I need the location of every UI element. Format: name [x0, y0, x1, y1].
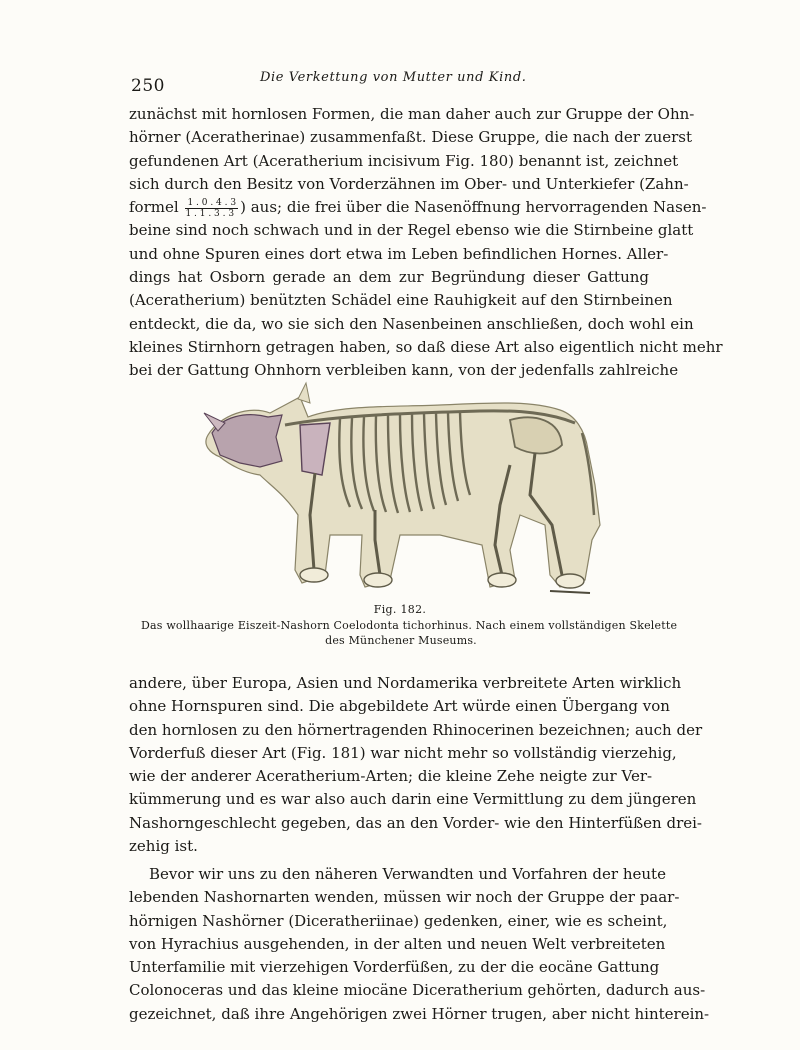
feet — [300, 568, 584, 588]
rhinoceros-skeleton-figure — [190, 375, 610, 607]
text-line: ohne Hornspuren sind. Die abgebildete Art würde einen Übergang von — [129, 697, 670, 716]
ear — [298, 383, 310, 403]
formula-line — [129, 196, 707, 219]
formula-denominator: 1 . 1 . 3 . 3 — [185, 208, 235, 219]
text-line: hörnigen Nashörner (Diceratheriinae) gedenken, einer, wie es scheint, — [129, 911, 668, 930]
caption-line: des Münchener Museums. — [325, 634, 477, 647]
text-line: andere, über Europa, Asien und Nordamerika verbreitete Arten wirklich — [129, 674, 682, 692]
text-line: wie der anderer Aceratherium-Arten; die kleine Zehe neigte zur Ver- — [129, 767, 653, 786]
text-line: sich durch den Besitz von Vorderzähnen im Ober- und Unterkiefer (Zahn- — [129, 174, 689, 193]
figure-caption — [141, 618, 678, 648]
text-line: Unterfamilie mit vierzehigen Vorderfüßen, zu der die eocäne Gattung — [129, 958, 660, 977]
text-line: dings hat Osborn gerade an dem zur Begründung dieser Gattung — [129, 268, 649, 287]
text-line: von Hyrachius ausgehenden, in der alten und neuen Welt verbreiteten — [129, 934, 666, 953]
caption-line: Das wollhaarige Eiszeit-Nashorn Coelodonta tichorhinus. Nach einem vollständigen Skelette — [141, 619, 678, 632]
paragraph-3 — [129, 863, 710, 1026]
running-title: Die Verkettung von Mutter und Kind. — [260, 70, 527, 85]
paragraph-1 — [129, 103, 723, 383]
text-line: Nashorngeschlecht gegeben, das an den Vorder- wie den Hinterfüßen drei- — [129, 813, 702, 832]
formula-label: formel — [129, 198, 179, 217]
text-line: bei der Gattung Ohnhorn verbleiben kann, von der jedenfalls zahlreiche — [129, 361, 679, 380]
text-line: gezeichnet, daß ihre Angehörigen zwei Hörner trugen, aber nicht hinterein- — [129, 1004, 710, 1023]
text-line: (Aceratherium) benützten Schädel eine Rauhigkeit auf den Stirnbeinen — [129, 291, 673, 310]
formula-numerator: 1 . 0 . 4 . 3 — [187, 197, 237, 208]
text-line: kleines Stirnhorn getragen haben, so daß diese Art also eigentlich nicht mehr — [129, 337, 723, 356]
page-number: 250 — [131, 76, 165, 96]
text-line: zehig ist. — [129, 837, 198, 856]
text-line: entdeckt, die da, wo sie sich den Nasenbeinen anschließen, doch wohl ein — [129, 314, 694, 333]
text-line: beine sind noch schwach und in der Regel ebenso wie die Stirnbeine glatt — [129, 221, 694, 240]
text-line: lebenden Nashornarten wenden, müssen wir noch der Gruppe der paar- — [129, 888, 680, 907]
text-line: und ohne Spuren eines dort etwa im Leben befindlichen Hornes. Aller- — [129, 244, 669, 263]
paragraph-2 — [129, 672, 703, 858]
dental-formula — [185, 198, 238, 219]
text-line: zunächst mit hornlosen Formen, die man daher auch zur Gruppe der Ohn- — [129, 105, 695, 123]
text-line: kümmerung und es war also auch darin eine Vermittlung zu dem jüngeren — [129, 790, 697, 809]
text-line: hörner (Aceratherinae) zusammenfaßt. Diese Gruppe, die nach der zuerst — [129, 128, 693, 147]
text-line: Bevor wir uns zu den näheren Verwandten und Vorfahren der heute — [149, 865, 666, 883]
text-line: gefundenen Art (Aceratherium incisivum Fig. 180) benannt ist, zeichnet — [129, 151, 679, 170]
display-stand — [550, 591, 590, 593]
text-line: den hornlosen zu den hörnertragenden Rhinocerinen bezeichnen; auch der — [129, 720, 703, 739]
formula-after: ) aus; die frei über die Nasenöffnung hervorragenden Nasen- — [240, 198, 707, 217]
text-line: Colonoceras und das kleine miocäne Diceratherium gehörten, dadurch aus- — [129, 981, 706, 1000]
figure-label: Fig. 182. — [373, 603, 427, 616]
text-line: Vorderfuß dieser Art (Fig. 181) war nicht mehr so vollständig vierzehig, — [129, 743, 677, 762]
